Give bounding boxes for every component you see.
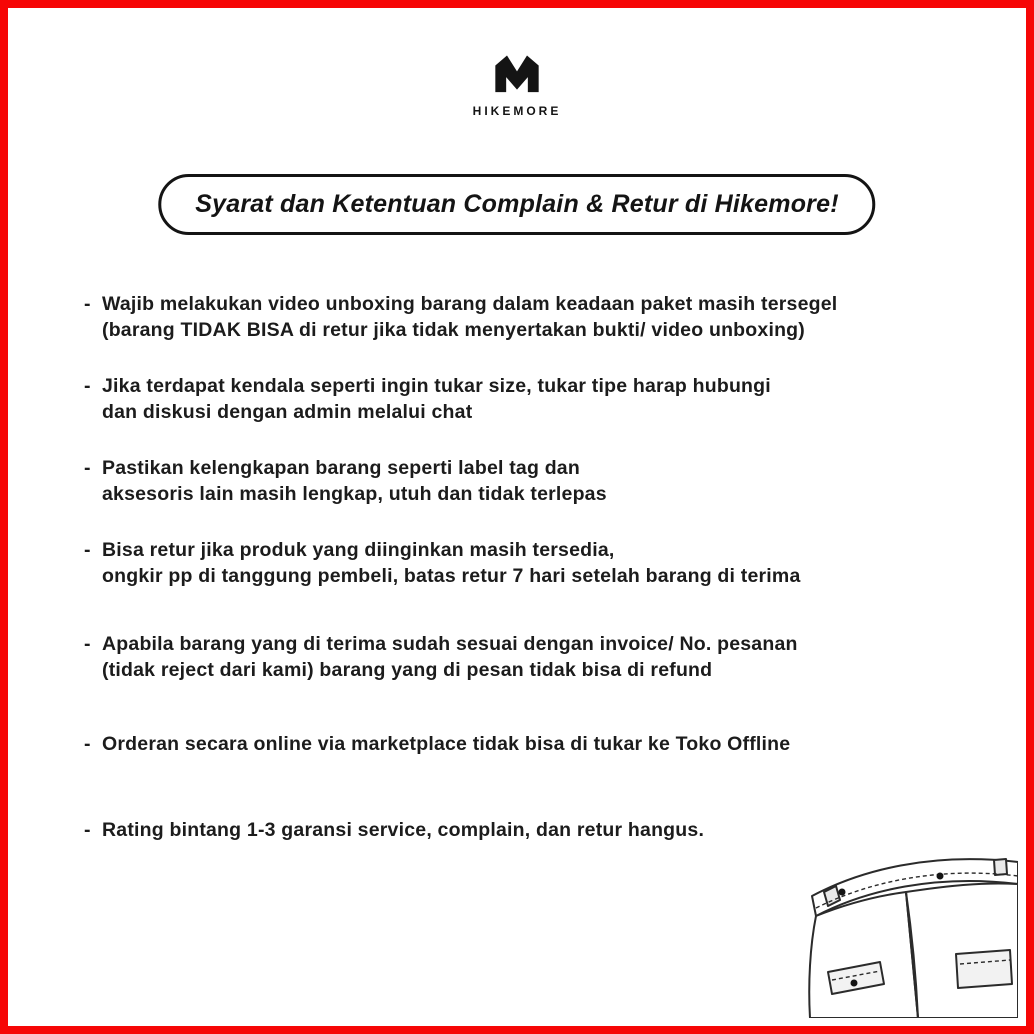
list-item-line: dan diskusi dengan admin melalui chat [102,401,473,423]
title-box [158,174,875,235]
list-item-line: Jika terdapat kendala seperti ingin tukar size, tukar tipe harap hubungi [102,375,771,397]
terms-list [84,291,996,873]
list-item [84,731,996,757]
list-item-text [102,631,996,683]
list-item-line: Wajib melakukan video unboxing barang dalam keadaan paket masih tersegel [102,293,838,315]
bullet-dash: - [84,539,91,561]
hikemore-logo-icon [492,52,542,94]
list-item-line: Bisa retur jika produk yang diinginkan masih tersedia, [102,539,615,561]
list-item [84,455,996,507]
list-item [84,291,996,343]
list-item [84,631,996,683]
list-item-line: ongkir pp di tanggung pembeli, batas retur 7 hari setelah barang di terima [102,565,801,587]
bullet-dash: - [84,293,91,315]
bullet-dash: - [84,457,91,479]
brand-name: HIKEMORE [472,104,562,118]
list-item-text [102,455,996,507]
bullet-dash: - [84,375,91,397]
list-item-line: Pastikan kelengkapan barang seperti label tag dan [102,457,580,479]
list-item-line: (tidak reject dari kami) barang yang di pesan tidak bisa di refund [102,659,713,681]
cargo-shorts-illustration [806,834,1018,1018]
list-item-text [102,373,996,425]
list-item [84,537,996,589]
list-item-text [102,731,996,757]
bullet-dash: - [84,819,91,841]
list-item-text [102,291,996,343]
list-item-line: (barang TIDAK BISA di retur jika tidak menyertakan bukti/ video unboxing) [102,319,805,341]
bullet-dash: - [84,733,91,755]
list-item [84,373,996,425]
page-title: Syarat dan Ketentuan Complain & Retur di Hikemore! [195,190,839,218]
bullet-dash: - [84,633,91,655]
list-item-line: aksesoris lain masih lengkap, utuh dan tidak terlepas [102,483,607,505]
list-item-line: Orderan secara online via marketplace tidak bisa di tukar ke Toko Offline [102,733,791,755]
logo-block [8,52,1026,118]
list-item-text [102,537,996,589]
list-item-line: Apabila barang yang di terima sudah sesuai dengan invoice/ No. pesanan [102,633,798,655]
list-item-line: Rating bintang 1-3 garansi service, complain, dan retur hangus. [102,819,705,841]
